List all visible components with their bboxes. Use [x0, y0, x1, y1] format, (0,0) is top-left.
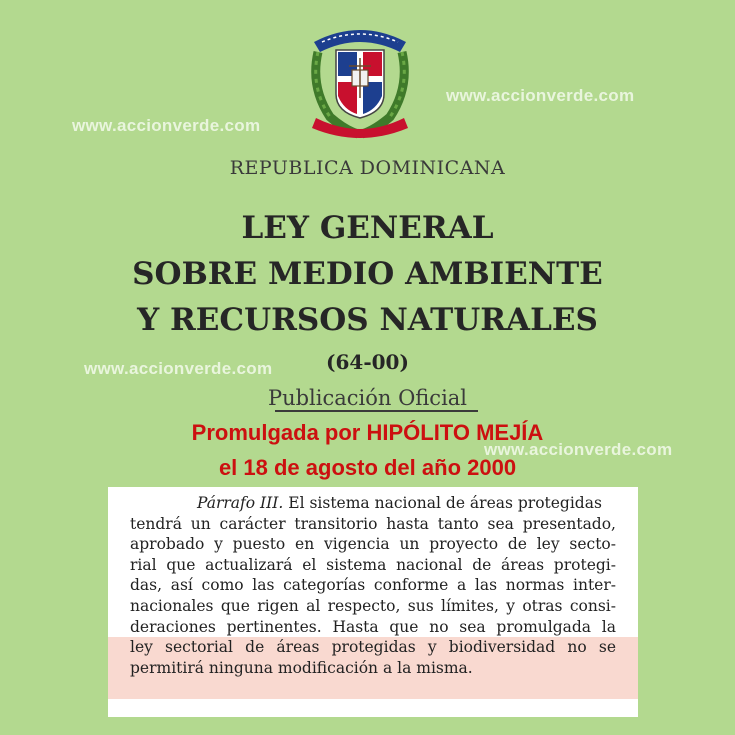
paragraph-line: permitirá ninguna modificación a la misma.: [130, 658, 473, 677]
watermark-text: www.accionverde.com: [84, 359, 273, 378]
law-title-line-2: SOBRE MEDIO AMBIENTE: [132, 256, 603, 292]
paragraph-label: Párrafo III.: [197, 494, 284, 512]
paragraph-line: deraciones pertinentes. Hasta que no sea promulgada la: [130, 617, 616, 636]
paragraph-line: nacionales que rigen al respecto, sus límites, y otras consi-: [130, 596, 616, 615]
paragraph-line-text: El sistema nacional de áreas protegidas: [288, 494, 602, 512]
paragraph-line: tendrá un carácter transitorio hasta tanto sea presentado,: [130, 514, 616, 533]
paragraph-line: das, así como las categorías conforme a las normas inter-: [130, 576, 616, 595]
paragraph-line: rial que actualizará el sistema nacional de áreas protegi-: [130, 555, 616, 574]
paragraph-line: aprobado y puesto en vigencia un proyecto de ley sectо-: [130, 535, 616, 554]
paragraph-text: [130, 493, 616, 678]
coat-of-arms-emblem: [300, 12, 420, 142]
watermark-text: www.accionverde.com: [446, 86, 635, 105]
watermark-text: www.accionverde.com: [72, 116, 261, 135]
law-title-line-1: LEY GENERAL: [241, 210, 494, 246]
promulgation-line-1: Promulgada por HIPÓLITO MEJÍA: [191, 420, 544, 445]
paragraph-panel: [108, 487, 638, 717]
country-name: REPUBLICA DOMINICANA: [229, 157, 506, 179]
law-title-line-3: Y RECURSOS NATURALES: [137, 302, 598, 338]
publication-label: Publicación Oficial: [267, 386, 468, 410]
promulgation-line-2: el 18 de agosto del año 2000: [218, 455, 517, 480]
paragraph-line: ley sectorial de áreas protegidas y biodiversidad no se: [130, 638, 616, 657]
paragraph-line: [130, 493, 616, 514]
watermark-text: www.accionverde.com: [484, 440, 673, 459]
publication-underline: [275, 410, 478, 412]
law-number: (64-00): [326, 350, 409, 374]
